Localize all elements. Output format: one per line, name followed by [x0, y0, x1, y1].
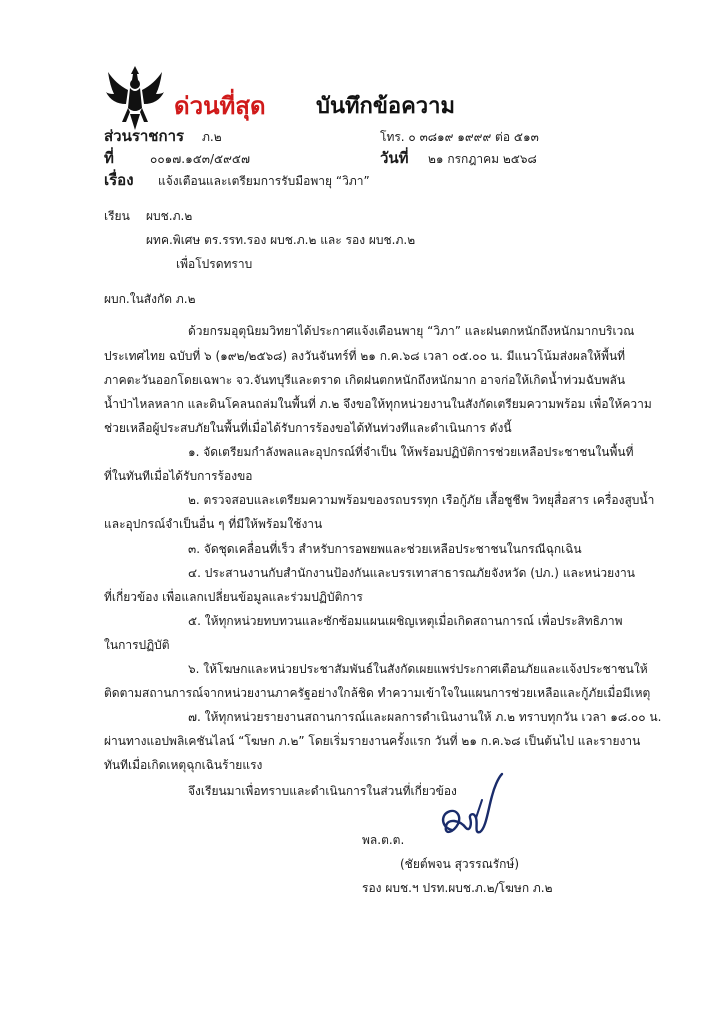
- closing-line: จึงเรียนมาเพื่อทราบและดำเนินการในส่วนที่เกี่ยวข้อง: [188, 784, 457, 798]
- body-line: ๗. ให้ทุกหน่วยรายงานสถานการณ์และผลการดำเนินงานให้ ภ.๒ ทราบทุกวัน เวลา ๑๘.๐๐ น.: [188, 710, 662, 724]
- body-line: ทันทีเมื่อเกิดเหตุฉุกเฉินร้ายแรง: [104, 758, 263, 772]
- body-line: และอุปกรณ์จำเป็นอื่น ๆ ที่มีให้พร้อมใช้งาน: [104, 517, 323, 531]
- memo-title: บันทึกข้อความ: [316, 94, 456, 119]
- via-line: ผทค.พิเศษ ตร.รรท.รอง ผบช.ภ.๒ และ รอง ผบช.ภ.๒: [146, 233, 416, 247]
- subject-label: เรื่อง: [104, 171, 134, 189]
- ref-value: ๐๐๑๗.๑๕๓/๕๙๕๗: [150, 152, 251, 166]
- body-line: ที่ในทันทีเมื่อได้รับการร้องขอ: [104, 469, 253, 483]
- signer-position: รอง ผบช.ฯ ปรท.ผบช.ภ.๒/โฆษก ภ.๒: [362, 881, 553, 895]
- agency-label: ส่วนราชการ: [104, 127, 185, 145]
- purpose-line: เพื่อโปรดทราบ: [176, 257, 253, 271]
- body-line: ๓. จัดชุดเคลื่อนที่เร็ว สำหรับการอพยพและช่วยเหลือประชาชนในกรณีฉุกเฉิน: [188, 542, 582, 556]
- body-line: ๒. ตรวจสอบและเตรียมความพร้อมของรถบรรทุก เรือกู้ภัย เสื้อชูชีพ วิทยุสื่อสาร เครื่องสูบน้ำ: [188, 493, 655, 507]
- signer-rank: พล.ต.ต.: [362, 833, 405, 847]
- to-value: ผบช.ภ.๒: [146, 209, 193, 223]
- agency-value: ภ.๒: [202, 130, 222, 144]
- garuda-emblem-icon: [104, 64, 166, 132]
- body-line: ช่วยเหลือผู้ประสบภัยในพื้นที่เมื่อได้รับการร้องขอได้ทันท่วงทีและดำเนินการ ดังนี้: [104, 421, 512, 435]
- handwritten-signature: [436, 770, 506, 850]
- body-line: ในการปฏิบัติ: [104, 638, 170, 652]
- body-line: ภาคตะวันออกโดยเฉพาะ จว.จันทบุรีและตราด เกิดฝนตกหนักถึงหนักมาก อาจก่อให้เกิดน้ำท่วมฉับพลัน: [104, 373, 626, 387]
- body-line: ที่เกี่ยวข้อง เพื่อแลกเปลี่ยนข้อมูลและร่วมปฏิบัติการ: [104, 590, 363, 604]
- recipient-line: ผบก.ในสังกัด ภ.๒: [104, 292, 196, 306]
- phone-value: โทร. ๐ ๓๘๑๙ ๑๙๙๙ ต่อ ๕๑๓: [380, 130, 539, 144]
- body-line: ประเทศไทย ฉบับที่ ๖ (๑๙๒/๒๕๖๘) ลงวันจันทร์ที่ ๒๑ ก.ค.๖๘ เวลา ๐๕.๐๐ น. มีแนวโน้มส่งผลให้พื้นที่: [104, 349, 626, 363]
- body-line: ๖. ให้โฆษกและหน่วยประชาสัมพันธ์ในสังกัดเผยแพร่ประกาศเตือนภัยและแจ้งประชาชนให้: [188, 662, 648, 676]
- to-label: เรียน: [104, 209, 130, 223]
- subject-value: แจ้งเตือนและเตรียมการรับมือพายุ “วิภา”: [158, 174, 370, 188]
- body-line: ๔. ประสานงานกับสำนักงานป้องกันและบรรเทาสาธารณภัยจังหวัด (ปภ.) และหน่วยงาน: [188, 566, 635, 580]
- signer-name: (ชัยต์พจน สุวรรณรักษ์): [400, 857, 519, 871]
- body-line: น้ำป่าไหลหลาก และดินโคลนถล่มในพื้นที่ ภ.๒ จึงขอให้ทุกหน่วยงานในสังกัดเตรียมความพร้อม เพื่อให้ความ: [104, 397, 652, 411]
- body-line: ๑. จัดเตรียมกำลังพลและอุปกรณ์ที่จำเป็น ให้พร้อมปฏิบัติการช่วยเหลือประชาชนในพื้นที่: [188, 445, 634, 459]
- body-line: ผ่านทางแอปพลิเคชันไลน์ “โฆษก ภ.๒” โดยเริ่มรายงานครั้งแรก วันที่ ๒๑ ก.ค.๖๘ เป็นต้นไป และรายงาน: [104, 734, 641, 748]
- date-value: ๒๑ กรกฎาคม ๒๕๖๘: [428, 152, 537, 166]
- date-label: วันที่: [380, 149, 409, 167]
- body-line: ๕. ให้ทุกหน่วยทบทวนและซักซ้อมแผนเผชิญเหตุเมื่อเกิดสถานการณ์ เพื่อประสิทธิภาพ: [188, 614, 623, 628]
- urgency-label: ด่วนที่สุด: [174, 92, 266, 120]
- body-line: ด้วยกรมอุตุนิยมวิทยาได้ประกาศแจ้งเตือนพายุ “วิภา” และฝนตกหนักถึงหนักมากบริเวณ: [188, 324, 635, 338]
- body-line: ติดตามสถานการณ์จากหน่วยงานภาครัฐอย่างใกล้ชิด ทำความเข้าใจในแผนการช่วยเหลือและกู้ภัยเมื่อมีเหตุ: [104, 686, 651, 700]
- ref-label: ที่: [104, 149, 114, 167]
